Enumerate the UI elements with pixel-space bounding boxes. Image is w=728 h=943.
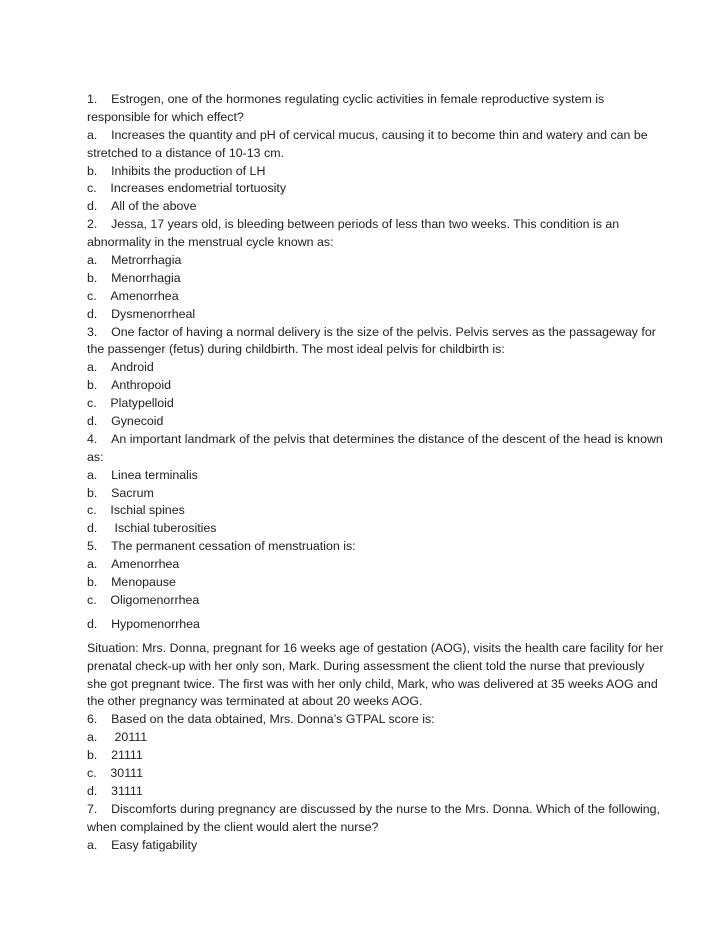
text-line: 7. Discomforts during pregnancy are discussed by the nurse to the Mrs. Donna. Which of the following,	[87, 801, 661, 816]
text-line: a. Amenorrhea	[87, 557, 180, 572]
text-line: c. Increases endometrial tortuosity	[87, 181, 287, 196]
text-line: prenatal check-up with her only son, Mark. During assessment the client told the nurse that previously	[87, 658, 645, 673]
text-line: as:	[87, 449, 104, 464]
text-line: d. Dysmenorrheal	[87, 306, 196, 321]
text-line: c. Oligomenorrhea	[87, 592, 200, 607]
text-line: d. Hypomenorrhea	[87, 616, 200, 631]
document-body	[87, 91, 664, 854]
text-line: 5. The permanent cessation of menstruation is:	[87, 539, 356, 554]
text-line: a. 20111	[87, 730, 148, 745]
text-line: b. Anthropoid	[87, 378, 172, 393]
text-line: c. Ischial spines	[87, 503, 185, 518]
text-line: responsible for which effect?	[87, 109, 244, 124]
text-line: c. 30111	[87, 765, 144, 780]
text-line: c. Amenorrhea	[87, 288, 179, 303]
text-line: d. Gynecoid	[87, 414, 164, 429]
text-line: 6. Based on the data obtained, Mrs. Donna’s GTPAL score is:	[87, 712, 435, 727]
text-line: Situation: Mrs. Donna, pregnant for 16 weeks age of gestation (AOG), visits the health care facility for her	[87, 640, 664, 655]
text-line: 2. Jessa, 17 years old, is bleeding between periods of less than two weeks. This condition is an	[87, 217, 620, 232]
text-line: d. Ischial tuberosities	[87, 521, 217, 536]
text-line: d. 31111	[87, 783, 143, 798]
text-line: b. Menopause	[87, 575, 176, 590]
text-line: b. 21111	[87, 748, 143, 763]
text-line: stretched to a distance of 10-13 cm.	[87, 145, 284, 160]
text-line: b. Menorrhagia	[87, 270, 181, 285]
text-line: she got pregnant twice. The first was with her only child, Mark, who was delivered at 35 weeks AOG and	[87, 676, 658, 691]
text-line: a. Increases the quantity and pH of cervical mucus, causing it to become thin and watery and can be	[87, 127, 648, 142]
text-line: abnormality in the menstrual cycle known as:	[87, 235, 334, 250]
text-line: b. Sacrum	[87, 485, 154, 500]
text-line: a. Linea terminalis	[87, 467, 198, 482]
text-line: a. Easy fatigability	[87, 837, 198, 852]
text-line: a. Metrorrhagia	[87, 253, 182, 268]
text-line: when complained by the client would alert the nurse?	[87, 819, 379, 834]
text-line: b. Inhibits the production of LH	[87, 163, 266, 178]
text-line: the other pregnancy was terminated at about 20 weeks AOG.	[87, 694, 423, 709]
text-line: d. All of the above	[87, 199, 197, 214]
text-line: a. Android	[87, 360, 154, 375]
text-line: 1. Estrogen, one of the hormones regulating cyclic activities in female reproductive system is	[87, 92, 605, 106]
text-line: 4. An important landmark of the pelvis that determines the distance of the descent of the head is known	[87, 431, 663, 446]
text-line: 3. One factor of having a normal delivery is the size of the pelvis. Pelvis serves as the passageway for	[87, 324, 656, 339]
text-line: the passenger (fetus) during childbirth. The most ideal pelvis for childbirth is:	[87, 342, 505, 357]
text-line: c. Platypelloid	[87, 396, 174, 411]
